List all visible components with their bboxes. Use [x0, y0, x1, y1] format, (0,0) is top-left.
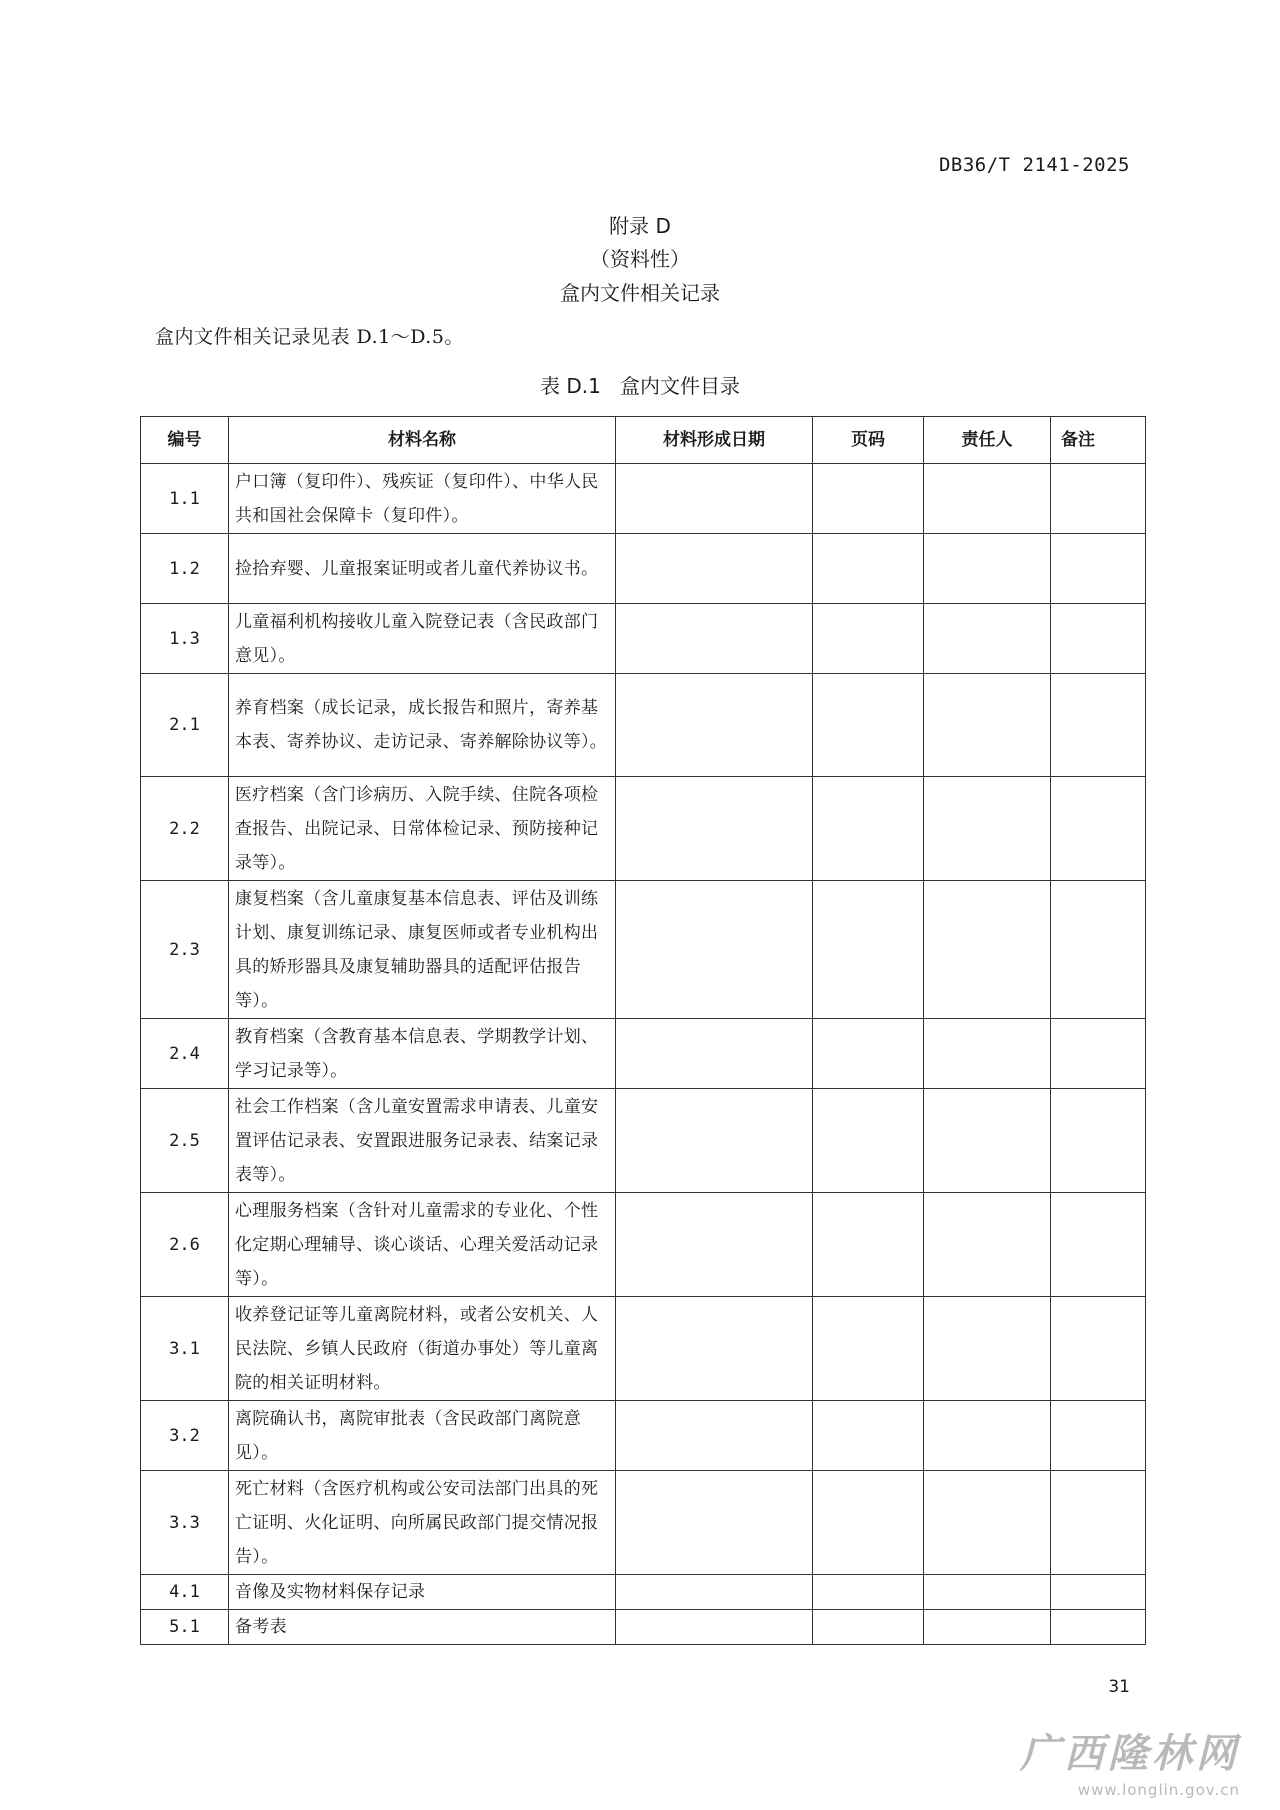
row-remarks-cell: [1051, 1089, 1146, 1193]
row-remarks-cell: [1051, 777, 1146, 881]
row-material: 儿童福利机构接收儿童入院登记表（含民政部门意见）。: [229, 604, 616, 674]
column-header-date: 材料形成日期: [616, 417, 813, 464]
column-header-responsible: 责任人: [924, 417, 1051, 464]
table-row: [141, 1575, 1146, 1610]
row-material: 养育档案（成长记录，成长报告和照片，寄养基本表、寄养协议、走访记录、寄养解除协议等）。: [229, 674, 616, 777]
row-material: 康复档案（含儿童康复基本信息表、评估及训练计划、康复训练记录、康复医师或者专业机构出具的矫形器具及康复辅助器具的适配评估报告等）。: [229, 881, 616, 1019]
row-remarks-cell: [1051, 534, 1146, 604]
row-remarks-cell: [1051, 1297, 1146, 1401]
row-number: 2.4: [141, 1019, 229, 1089]
row-responsible-cell: [924, 464, 1051, 534]
row-page-cell: [813, 1089, 924, 1193]
watermark-name: 广西隆林网: [1020, 1730, 1240, 1777]
row-date-cell: [616, 881, 813, 1019]
table-row: [141, 1193, 1146, 1297]
row-remarks-cell: [1051, 464, 1146, 534]
row-remarks-cell: [1051, 1019, 1146, 1089]
row-number: 1.2: [141, 534, 229, 604]
row-remarks-cell: [1051, 604, 1146, 674]
row-page-cell: [813, 604, 924, 674]
row-responsible-cell: [924, 1089, 1051, 1193]
row-date-cell: [616, 1019, 813, 1089]
row-material: 备考表: [229, 1610, 616, 1645]
row-page-cell: [813, 534, 924, 604]
column-header-number: 编号: [141, 417, 229, 464]
row-page-cell: [813, 777, 924, 881]
row-responsible-cell: [924, 1401, 1051, 1471]
row-number: 3.1: [141, 1297, 229, 1401]
row-page-cell: [813, 464, 924, 534]
row-number: 2.1: [141, 674, 229, 777]
page-number: 31: [1108, 1677, 1130, 1697]
table-row: [141, 1471, 1146, 1575]
table-header-row: [141, 417, 1146, 464]
row-material: 教育档案（含教育基本信息表、学期教学计划、学习记录等）。: [229, 1019, 616, 1089]
appendix-name: 盒内文件相关记录: [560, 281, 720, 305]
row-page-cell: [813, 1610, 924, 1645]
column-header-page: 页码: [813, 417, 924, 464]
row-number: 1.3: [141, 604, 229, 674]
row-remarks-cell: [1051, 1193, 1146, 1297]
row-date-cell: [616, 604, 813, 674]
watermark-url: www.longlin.gov.cn: [1077, 1781, 1240, 1799]
row-page-cell: [813, 1193, 924, 1297]
row-responsible-cell: [924, 1471, 1051, 1575]
table-row: [141, 1610, 1146, 1645]
row-number: 3.3: [141, 1471, 229, 1575]
row-date-cell: [616, 1575, 813, 1610]
row-number: 2.2: [141, 777, 229, 881]
file-catalog-table: [140, 416, 1146, 1645]
row-remarks-cell: [1051, 1610, 1146, 1645]
row-page-cell: [813, 1019, 924, 1089]
row-date-cell: [616, 1401, 813, 1471]
row-responsible-cell: [924, 674, 1051, 777]
row-material: 心理服务档案（含针对儿童需求的专业化、个性化定期心理辅导、谈心谈话、心理关爱活动记录等）。: [229, 1193, 616, 1297]
table-row: [141, 1089, 1146, 1193]
row-material: 收养登记证等儿童离院材料，或者公安机关、人民法院、乡镇人民政府（街道办事处）等儿童离院的相关证明材料。: [229, 1297, 616, 1401]
table-row: [141, 464, 1146, 534]
table-row: [141, 777, 1146, 881]
table-row: [141, 1297, 1146, 1401]
column-header-remarks: 备注: [1051, 417, 1146, 464]
row-material: 捡拾弃婴、儿童报案证明或者儿童代养协议书。: [229, 534, 616, 604]
row-number: 4.1: [141, 1575, 229, 1610]
standard-number: DB36/T 2141-2025: [938, 154, 1130, 176]
row-date-cell: [616, 1193, 813, 1297]
table-row: [141, 604, 1146, 674]
row-page-cell: [813, 1471, 924, 1575]
row-number: 2.6: [141, 1193, 229, 1297]
table-row: [141, 1401, 1146, 1471]
row-page-cell: [813, 1575, 924, 1610]
row-date-cell: [616, 464, 813, 534]
row-number: 1.1: [141, 464, 229, 534]
row-number: 5.1: [141, 1610, 229, 1645]
row-date-cell: [616, 534, 813, 604]
row-responsible-cell: [924, 534, 1051, 604]
row-responsible-cell: [924, 1297, 1051, 1401]
row-responsible-cell: [924, 1019, 1051, 1089]
row-number: 2.5: [141, 1089, 229, 1193]
row-responsible-cell: [924, 604, 1051, 674]
column-header-material: 材料名称: [229, 417, 616, 464]
row-material: 户口簿（复印件）、残疾证（复印件）、中华人民共和国社会保障卡（复印件）。: [229, 464, 616, 534]
row-remarks-cell: [1051, 1575, 1146, 1610]
row-material: 音像及实物材料保存记录: [229, 1575, 616, 1610]
row-remarks-cell: [1051, 1471, 1146, 1575]
row-remarks-cell: [1051, 1401, 1146, 1471]
intro-paragraph: 盒内文件相关记录见表 D.1～D.5。: [155, 326, 464, 348]
row-date-cell: [616, 674, 813, 777]
row-responsible-cell: [924, 1610, 1051, 1645]
row-number: 2.3: [141, 881, 229, 1019]
row-date-cell: [616, 1297, 813, 1401]
row-date-cell: [616, 1471, 813, 1575]
site-watermark: [1020, 1722, 1240, 1799]
row-material: 离院确认书，离院审批表（含民政部门离院意见）。: [229, 1401, 616, 1471]
table-row: [141, 674, 1146, 777]
row-responsible-cell: [924, 777, 1051, 881]
row-date-cell: [616, 1610, 813, 1645]
row-page-cell: [813, 881, 924, 1019]
row-page-cell: [813, 674, 924, 777]
row-responsible-cell: [924, 1575, 1051, 1610]
table-row: [141, 534, 1146, 604]
row-page-cell: [813, 1401, 924, 1471]
row-number: 3.2: [141, 1401, 229, 1471]
row-remarks-cell: [1051, 674, 1146, 777]
row-date-cell: [616, 1089, 813, 1193]
row-material: 社会工作档案（含儿童安置需求申请表、儿童安置评估记录表、安置跟进服务记录表、结案记录表等）。: [229, 1089, 616, 1193]
row-responsible-cell: [924, 1193, 1051, 1297]
table-row: [141, 881, 1146, 1019]
table-caption: 表 D.1 盒内文件目录: [540, 374, 740, 398]
row-material: 医疗档案（含门诊病历、入院手续、住院各项检查报告、出院记录、日常体检记录、预防接种记录等）。: [229, 777, 616, 881]
row-responsible-cell: [924, 881, 1051, 1019]
row-page-cell: [813, 1297, 924, 1401]
table-row: [141, 1019, 1146, 1089]
row-material: 死亡材料（含医疗机构或公安司法部门出具的死亡证明、火化证明、向所属民政部门提交情况报告）。: [229, 1471, 616, 1575]
row-remarks-cell: [1051, 881, 1146, 1019]
row-date-cell: [616, 777, 813, 881]
appendix-nature: （资料性）: [590, 247, 690, 271]
appendix-title: 附录 D: [609, 214, 671, 238]
